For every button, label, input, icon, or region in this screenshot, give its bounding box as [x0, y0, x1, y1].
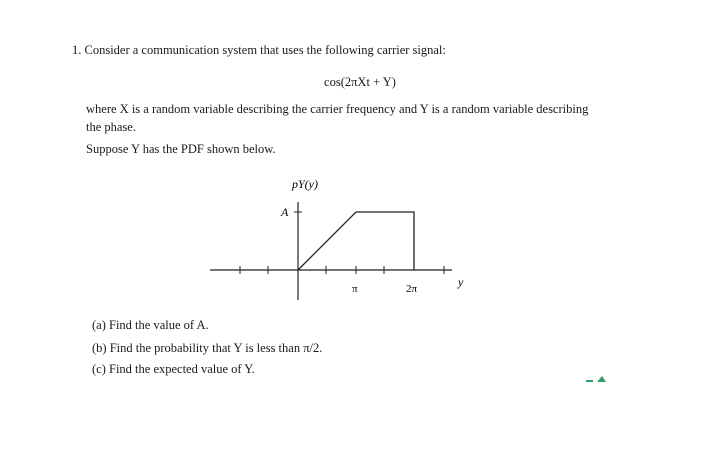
carrier-formula: cos(2πXt + Y) [324, 75, 396, 89]
description-line-1: where X is a random variable describing the carrier frequency and Y is a random variable describing [86, 102, 589, 116]
tick-label-two-pi: 2π [406, 283, 418, 295]
question-intro: 1. Consider a communication system that uses the following carrier signal: [72, 43, 446, 57]
part-b: (b) Find the probability that Y is less than π/2. [92, 341, 323, 355]
part-a: (a) Find the value of A. [92, 318, 209, 332]
y-axis-label: pY(y) [292, 177, 318, 191]
description-line-2: the phase. [86, 120, 136, 134]
a-label: A [281, 205, 289, 219]
tick-label-pi: π [352, 283, 358, 295]
pdf-curve [298, 212, 414, 270]
part-c: (c) Find the expected value of Y. [92, 362, 255, 376]
x-axis-label: y [458, 275, 464, 289]
suppose-statement: Suppose Y has the PDF shown below. [86, 142, 276, 156]
decorative-mark-icon [584, 374, 614, 384]
